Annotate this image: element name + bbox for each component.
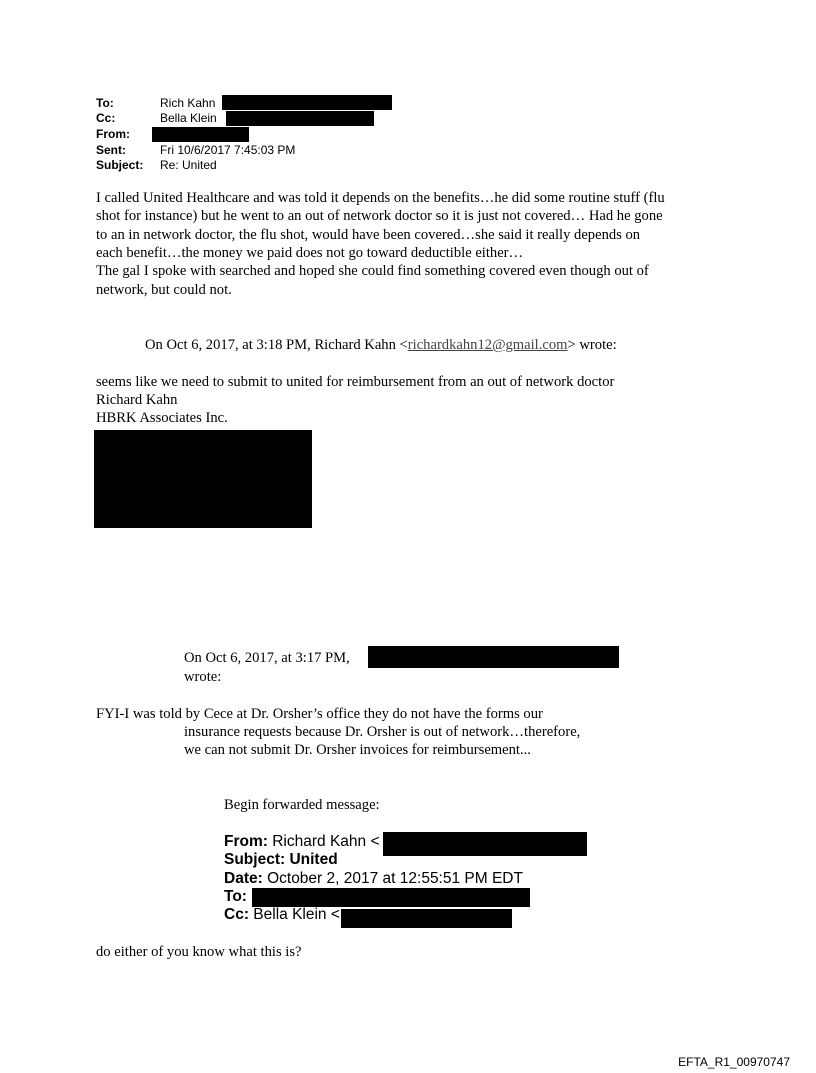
forwarded-date-value: October 2, 2017 at 12:55:51 PM EDT [267,870,523,887]
forwarded-cc-value: Bella Klein < [253,906,340,923]
forwarded-from [224,833,380,851]
quote1-signature-company: HBRK Associates Inc. [96,410,228,426]
subject-label: Subject: [96,158,144,172]
reply-line: network, but could not. [96,282,232,298]
redaction-from [152,127,249,142]
to-label: To: [96,96,114,110]
quote1-attribution [145,336,617,355]
reply-line: shot for instance) but he went to an out of network doctor so it is just not covered… Had he gone [96,208,663,224]
forwarded-to [224,888,247,906]
reply-line: each benefit…the money we paid does not go toward deductible either… [96,245,524,261]
forwarded-subject [224,851,338,869]
quote1-prefix: On Oct 6, 2017, at 3:18 PM, Richard Kahn < [145,337,408,353]
sent-value: Fri 10/6/2017 7:45:03 PM [160,143,296,157]
quote2-line: insurance requests because Dr. Orsher is out of network…therefore, [184,724,581,740]
quote2-line: we can not submit Dr. Orsher invoices for reimbursement... [184,742,531,758]
reply-line: to an in network doctor, the flu shot, would have been covered…she said it really depends on [96,227,641,243]
cc-label: Cc: [96,111,116,125]
quote1-suffix: > wrote: [567,337,617,353]
forwarded-from-label: From: [224,833,268,850]
redaction-quote2-sender [368,646,619,668]
redaction-signature-block [94,430,312,528]
forwarded-date-label: Date: [224,870,263,887]
redaction-forwarded-cc [341,909,512,928]
forwarded-date [224,870,523,888]
quote2-line: FYI-I was told by Cece at Dr. Orsher’s office they do not have the forms our [96,706,543,722]
reply-line: I called United Healthcare and was told it depends on the benefits…he did some routine stuff (flu [96,190,665,206]
subject-value: Re: United [160,158,217,172]
forwarded-body: do either of you know what this is? [96,944,302,960]
email-link[interactable]: richardkahn12@gmail.com [407,337,568,353]
quote1-signature-name: Richard Kahn [96,392,178,408]
to-value: Rich Kahn [160,96,216,110]
forwarded-to-label: To: [224,888,247,905]
forwarded-subject-label: Subject: United [224,851,338,868]
forwarded-intro: Begin forwarded message: [224,797,380,813]
forwarded-cc-label: Cc: [224,906,249,923]
quote2-intro: On Oct 6, 2017, at 3:17 PM, [184,650,350,666]
redaction-cc [226,111,374,126]
redaction-forwarded-to [252,888,530,907]
forwarded-cc [224,906,340,924]
quote1-line: seems like we need to submit to united for reimbursement from an out of network doctor [96,374,615,390]
quote2-wrote: wrote: [184,669,222,685]
document-id: EFTA_R1_00970747 [678,1055,790,1069]
from-label: From: [96,127,130,141]
sent-label: Sent: [96,143,126,157]
cc-value: Bella Klein [160,111,217,125]
redaction-forwarded-from [383,832,587,856]
redaction-to [222,95,392,110]
forwarded-from-value: Richard Kahn < [272,833,380,850]
reply-line: The gal I spoke with searched and hoped she could find something covered even though out of [96,263,649,279]
